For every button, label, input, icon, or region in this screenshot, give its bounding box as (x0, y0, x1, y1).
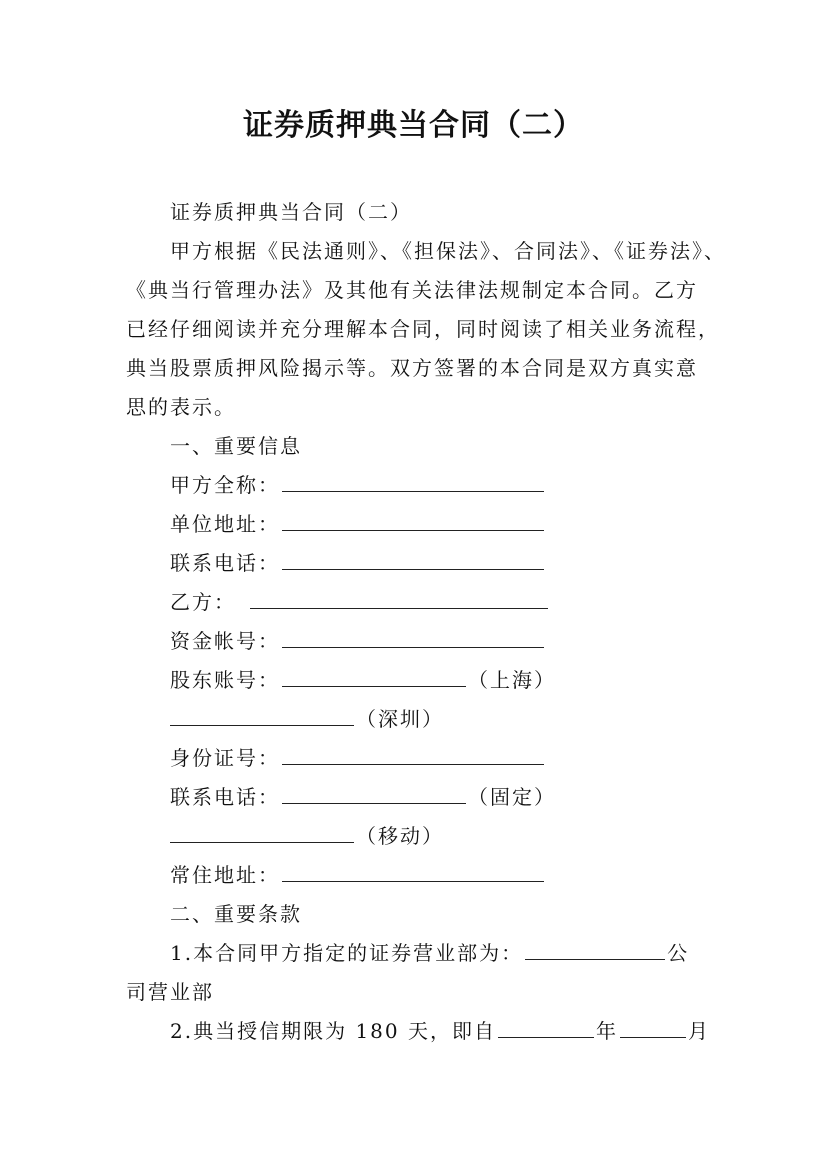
intro-line-4: 典当股票质押风险揭示等。双方签署的本合同是双方真实意 (126, 356, 698, 380)
clause-1-suffix: 公 (667, 941, 690, 965)
party-a-name-blank[interactable] (282, 473, 544, 492)
id-number-blank[interactable] (282, 746, 544, 765)
company-address-label: 单位地址： (170, 512, 280, 536)
clause-1-prefix: 1.本合同甲方指定的证券营业部为： (170, 941, 524, 965)
shanghai-label: （上海） (468, 668, 556, 692)
company-address-blank[interactable] (282, 512, 544, 531)
shenzhen-account-blank[interactable] (170, 707, 354, 726)
residence-address-row (170, 861, 546, 889)
intro-line-2: 《典当行管理办法》及其他有关法律法规制定本合同。乙方 (126, 278, 698, 302)
intro-line-3: 已经仔细阅读并充分理解本合同，同时阅读了相关业务流程， (126, 317, 720, 341)
id-number-row (170, 744, 546, 772)
party-b-blank[interactable] (250, 590, 548, 609)
shanghai-account-blank[interactable] (282, 668, 466, 687)
clause-1-line-2: 司营业部 (126, 980, 214, 1004)
clause-2-prefix: 2.典当授信期限为 180 天，即自 (170, 1019, 496, 1043)
mobile-phone-blank[interactable] (170, 824, 354, 843)
year-label: 年 (595, 1019, 618, 1043)
month-label: 月 (687, 1019, 710, 1043)
fixed-label: （固定） (468, 785, 556, 809)
fixed-phone-blank[interactable] (282, 785, 466, 804)
clause-2-row (170, 1017, 710, 1045)
intro-line-1: 甲方根据《民法通则》、《担保法》、合同法》、《证券法》、 (170, 239, 726, 263)
company-address-row (170, 510, 546, 538)
contact-phone-2-label: 联系电话： (170, 785, 280, 809)
document-subtitle: 证券质押典当合同（二） (170, 200, 412, 224)
shenzhen-account-row (170, 705, 444, 733)
mobile-label: （移动） (356, 824, 444, 848)
mobile-phone-row (170, 822, 444, 850)
clause-1-row (170, 939, 689, 967)
contact-phone-label: 联系电话： (170, 551, 280, 575)
section-1-heading: 一、重要信息 (170, 434, 302, 458)
shareholder-account-label: 股东账号： (170, 668, 280, 692)
start-month-blank[interactable] (620, 1019, 686, 1038)
shareholder-account-row (170, 666, 556, 694)
residence-address-label: 常住地址： (170, 863, 280, 887)
fund-account-label: 资金帐号： (170, 629, 280, 653)
residence-address-blank[interactable] (282, 863, 544, 882)
contact-phone-2-row (170, 783, 556, 811)
shenzhen-label: （深圳） (356, 707, 444, 731)
start-year-blank[interactable] (498, 1019, 594, 1038)
contact-phone-row (170, 549, 546, 577)
fund-account-blank[interactable] (282, 629, 544, 648)
section-2-heading: 二、重要条款 (170, 902, 302, 926)
party-b-label: 乙方： (170, 590, 236, 614)
party-b-row (170, 588, 550, 616)
securities-branch-blank[interactable] (525, 941, 665, 960)
intro-line-5: 思的表示。 (126, 395, 236, 419)
id-number-label: 身份证号： (170, 746, 280, 770)
document-title: 证券质押典当合同（二） (243, 108, 584, 143)
party-a-name-row (170, 471, 546, 499)
contact-phone-blank[interactable] (282, 551, 544, 570)
fund-account-row (170, 627, 546, 655)
party-a-name-label: 甲方全称： (170, 473, 280, 497)
